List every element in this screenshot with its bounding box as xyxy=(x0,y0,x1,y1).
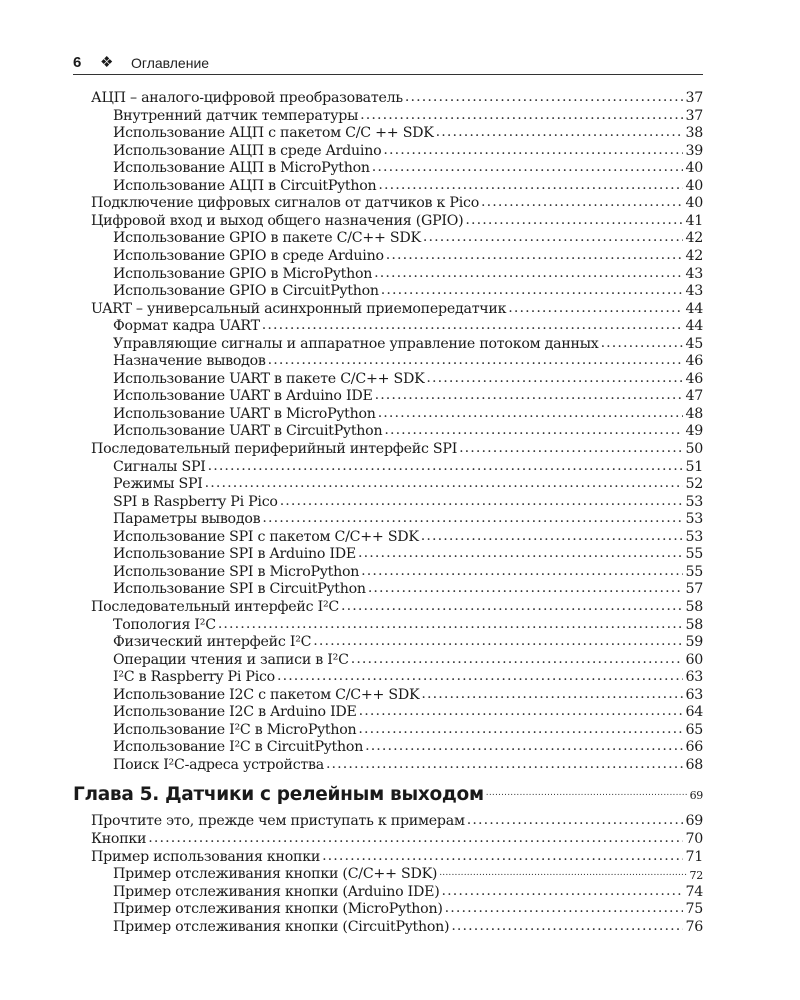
toc-entry-title: Использование SPI в MicroPython xyxy=(113,563,360,580)
toc-entry[interactable] xyxy=(113,493,703,510)
toc-entry-page: 37 xyxy=(685,90,703,106)
dot-leader xyxy=(381,282,684,299)
toc-entry-title: Последовательный периферийный интерфейс SPI xyxy=(91,441,458,457)
toc-entry-title: Использование SPI в CircuitPython xyxy=(113,581,366,598)
toc-entry[interactable] xyxy=(113,865,703,882)
toc-entry-page: 42 xyxy=(685,247,703,264)
toc-entry-page: 42 xyxy=(685,230,703,247)
toc-entry-page: 63 xyxy=(685,686,703,703)
toc-entry-page: 43 xyxy=(685,283,703,300)
toc-entry-page: 75 xyxy=(685,901,703,918)
dot-leader xyxy=(467,812,684,829)
dot-leader xyxy=(508,300,683,317)
toc-entry-page: 60 xyxy=(685,651,703,668)
toc-entry-title: Использование UART в MicroPython xyxy=(113,405,376,422)
dot-leader xyxy=(486,781,688,805)
toc-entry[interactable] xyxy=(91,598,703,615)
toc-entry[interactable] xyxy=(113,528,703,545)
toc-entry-title: Использование UART в Arduino IDE xyxy=(113,388,373,405)
toc-entry-page: 46 xyxy=(685,353,703,370)
dot-leader xyxy=(445,900,684,917)
toc-entry-title: Пример отслеживания кнопки (Arduino IDE) xyxy=(113,883,440,900)
toc-entry-title: Использование АЦП в CircuitPython xyxy=(113,177,377,194)
toc-entry[interactable] xyxy=(113,370,703,387)
toc-entry[interactable] xyxy=(113,510,703,527)
toc-entry[interactable] xyxy=(113,738,703,755)
toc-entry[interactable] xyxy=(113,282,703,299)
dot-leader xyxy=(360,107,683,124)
toc-entry[interactable] xyxy=(113,651,703,668)
toc-entry-page: 43 xyxy=(685,265,703,282)
toc-entry[interactable] xyxy=(113,721,703,738)
ornament-icon: ❖ xyxy=(100,54,114,71)
toc-entry-title: Режимы SPI xyxy=(113,476,203,493)
dot-leader xyxy=(268,352,684,369)
toc-entry-title: Операции чтения и записи в I²C xyxy=(113,651,349,668)
toc-entry-page: 41 xyxy=(685,212,703,229)
toc-entry-title: Подключение цифровых сигналов от датчиков к Pico xyxy=(91,195,480,212)
dot-leader xyxy=(277,668,683,685)
toc-entry-page: 52 xyxy=(685,476,703,493)
dot-leader xyxy=(262,317,684,334)
toc-entry-page: 63 xyxy=(685,669,703,686)
dot-leader xyxy=(386,247,684,264)
toc-entry-page: 40 xyxy=(685,195,703,212)
toc-entry-page: 55 xyxy=(685,546,703,563)
toc-entry-title: Использование АЦП с пакетом C/C ++ SDK xyxy=(113,125,434,142)
toc-entry[interactable] xyxy=(113,124,703,141)
toc-entry-page: 70 xyxy=(685,831,703,847)
toc-entry[interactable] xyxy=(91,812,703,829)
toc-entry[interactable] xyxy=(91,848,703,865)
toc-entry-page: 49 xyxy=(685,423,703,440)
toc-entry-title: Использование I2C с пакетом C/C++ SDK xyxy=(113,686,420,703)
toc-entry[interactable] xyxy=(113,703,703,720)
toc-entry-page: 59 xyxy=(685,634,703,651)
toc-entry-title: Использование SPI с пакетом C/C++ SDK xyxy=(113,528,419,545)
toc-entry-title: I²C в Raspberry Pi Pico xyxy=(113,669,275,686)
dot-leader xyxy=(326,756,684,773)
toc-entry-title: Последовательный интерфейс I²C xyxy=(91,598,339,615)
toc-entry-page: 53 xyxy=(685,493,703,510)
toc-entry-page: 40 xyxy=(685,177,703,194)
toc-entry-title: Использование GPIO в пакете C/C++ SDK xyxy=(113,230,421,247)
toc-entry-title: Пример отслеживания кнопки (C/C++ SDK) xyxy=(113,866,438,883)
toc-entry-title: Использование GPIO в CircuitPython xyxy=(113,283,379,300)
toc-entry-title: Глава 5. Датчики с релейным выходом xyxy=(73,784,484,806)
toc-entry[interactable] xyxy=(113,405,703,422)
dot-leader xyxy=(465,212,683,229)
toc-entry-title: Пример использования кнопки xyxy=(91,848,321,865)
toc-entry[interactable] xyxy=(91,300,703,317)
dot-leader xyxy=(405,89,684,106)
dot-leader xyxy=(426,370,683,387)
dot-leader xyxy=(358,545,683,562)
toc-entry-page: 53 xyxy=(685,528,703,545)
toc-entry[interactable] xyxy=(113,545,703,562)
toc-entry-title: Использование UART в пакете C/C++ SDK xyxy=(113,370,425,387)
toc-entry-page: 51 xyxy=(685,458,703,475)
toc-entry-title: Физический интерфейс I²C xyxy=(113,634,312,651)
toc-entry[interactable] xyxy=(113,900,703,917)
dot-leader xyxy=(384,422,683,439)
toc-entry-page: 44 xyxy=(685,318,703,335)
dot-leader xyxy=(481,194,683,211)
toc-entry-title: Сигналы SPI xyxy=(113,458,206,475)
toc-entry-title: Использование I2C в Arduino IDE xyxy=(113,704,357,721)
dot-leader xyxy=(322,848,683,865)
toc-entry-title: Формат кадра UART xyxy=(113,318,260,335)
toc-entry[interactable] xyxy=(113,668,703,685)
toc-entry-page: 58 xyxy=(685,598,703,615)
dot-leader xyxy=(421,528,684,545)
toc-entry[interactable] xyxy=(113,756,703,773)
toc-entry-title: Использование GPIO в среде Arduino xyxy=(113,247,384,264)
toc-entry-title: Использование АЦП в MicroPython xyxy=(113,160,370,177)
dot-leader xyxy=(383,142,683,159)
toc-entry-title: Назначение выводов xyxy=(113,353,266,370)
dot-leader xyxy=(365,738,683,755)
toc-entry[interactable] xyxy=(113,686,703,703)
toc-entry[interactable] xyxy=(113,265,703,282)
dot-leader xyxy=(436,124,684,141)
toc-entry[interactable] xyxy=(91,89,703,106)
toc-entry-page: 69 xyxy=(685,813,703,830)
toc-entry[interactable] xyxy=(113,107,703,124)
dot-leader xyxy=(280,493,684,510)
dot-leader xyxy=(351,651,684,668)
dot-leader xyxy=(442,883,684,900)
dot-leader xyxy=(358,721,683,738)
toc-entry-title: Прочтите это, прежде чем приступать к примерам xyxy=(91,813,465,830)
toc-entry-title: Параметры выводов xyxy=(113,511,261,528)
toc-entry[interactable] xyxy=(113,142,703,159)
toc-entry[interactable] xyxy=(113,335,703,352)
toc-entry-title: Управляющие сигналы и аппаратное управление потоком данных xyxy=(113,335,599,352)
toc-entry-page: 69 xyxy=(689,789,703,803)
dot-leader xyxy=(372,159,684,176)
toc-entry-page: 47 xyxy=(685,388,703,405)
toc-entry[interactable] xyxy=(113,458,703,475)
toc-entry-page: 76 xyxy=(685,918,703,935)
toc-entry-page: 45 xyxy=(685,335,703,352)
toc-entry-page: 55 xyxy=(685,563,703,580)
toc-entry[interactable] xyxy=(113,475,703,492)
dot-leader xyxy=(421,686,683,703)
toc-entry-page: 37 xyxy=(685,107,703,124)
toc-entry-title: Использование I²C в MicroPython xyxy=(113,721,357,738)
toc-entry-title: Внутренний датчик температуры xyxy=(113,107,359,124)
page-header xyxy=(73,52,703,74)
toc-entry-page: 40 xyxy=(685,160,703,177)
toc-entry[interactable] xyxy=(113,177,703,194)
toc-entry-page: 48 xyxy=(685,405,703,422)
toc-entry-page: 58 xyxy=(685,616,703,633)
toc-entry[interactable] xyxy=(91,440,703,457)
dot-leader xyxy=(378,405,684,422)
toc-entry[interactable] xyxy=(113,422,703,439)
toc-entry-title: Топология I²C xyxy=(113,616,216,633)
toc-entry-page: 68 xyxy=(685,756,703,773)
toc-entry-title: Пример отслеживания кнопки (CircuitPython) xyxy=(113,918,450,935)
toc-entry[interactable] xyxy=(113,352,703,369)
dot-leader xyxy=(378,177,683,194)
running-title: Оглавление xyxy=(131,55,210,71)
dot-leader xyxy=(218,616,684,633)
toc-entry[interactable] xyxy=(113,633,703,650)
toc-entry-title: Использование SPI в Arduino IDE xyxy=(113,546,357,563)
toc-entry[interactable] xyxy=(113,580,703,597)
toc-entry-page: 57 xyxy=(685,581,703,598)
toc-entry-page: 50 xyxy=(685,441,703,457)
toc-entry-title: Цифровой вход и выход общего назначения (GPIO) xyxy=(91,212,464,229)
dot-leader xyxy=(359,703,684,720)
dot-leader xyxy=(601,335,684,352)
toc-entry[interactable] xyxy=(91,212,703,229)
toc-entry-page: 46 xyxy=(685,370,703,387)
toc-entry-title: Пример отслеживания кнопки (MicroPython) xyxy=(113,901,443,918)
toc-entry-page: 44 xyxy=(685,300,703,317)
toc-entry-title: SPI в Raspberry Pi Pico xyxy=(113,493,278,510)
toc-entry-title: АЦП – аналого-цифровой преобразователь xyxy=(91,90,403,106)
toc-entry-title: UART – универсальный асинхронный приемопередатчик xyxy=(91,300,507,317)
page-number: 6 xyxy=(73,54,82,71)
toc-entry[interactable] xyxy=(113,387,703,404)
dot-leader xyxy=(341,598,683,615)
dot-leader xyxy=(313,633,683,650)
dot-leader xyxy=(459,440,683,457)
toc-entry-page: 71 xyxy=(685,848,703,865)
dot-leader xyxy=(375,387,684,404)
dot-leader xyxy=(423,229,684,246)
toc-entry[interactable] xyxy=(113,247,703,264)
dot-leader xyxy=(361,563,683,580)
toc-entry-page: 39 xyxy=(685,142,703,159)
toc-entry[interactable] xyxy=(91,194,703,211)
dot-leader xyxy=(208,458,684,475)
toc-entry[interactable] xyxy=(113,317,703,334)
dot-leader xyxy=(148,830,683,847)
toc-entry-page: 53 xyxy=(685,511,703,528)
toc-entry-page: 64 xyxy=(685,704,703,721)
toc-entry[interactable] xyxy=(91,830,703,847)
toc-entry-title: Использование UART в CircuitPython xyxy=(113,423,383,440)
toc-entry[interactable] xyxy=(113,229,703,246)
toc-entry-title: Кнопки xyxy=(91,831,147,847)
toc-entry-title: Использование GPIO в MicroPython xyxy=(113,265,373,282)
dot-leader xyxy=(374,265,683,282)
toc-entry[interactable] xyxy=(113,918,703,935)
toc-entry[interactable] xyxy=(113,563,703,580)
toc-entry[interactable] xyxy=(113,159,703,176)
toc-entry-title: Использование I²C в CircuitPython xyxy=(113,739,364,756)
toc-entry-title: Поиск I²C-адреса устройства xyxy=(113,756,324,773)
toc-entry-title: Использование АЦП в среде Arduino xyxy=(113,142,382,159)
toc-entry-page: 38 xyxy=(685,125,703,142)
toc-entry-page: 65 xyxy=(685,721,703,738)
toc-entry[interactable] xyxy=(113,616,703,633)
toc-entry-page: 72 xyxy=(689,869,703,883)
dot-leader xyxy=(439,865,687,882)
dot-leader xyxy=(451,918,683,935)
dot-leader xyxy=(205,475,684,492)
dot-leader xyxy=(368,580,684,597)
toc-entry-page: 74 xyxy=(685,883,703,900)
toc-entry[interactable] xyxy=(113,883,703,900)
header-rule xyxy=(73,74,703,75)
toc-entry-page: 66 xyxy=(685,739,703,756)
toc-chapter-heading[interactable] xyxy=(73,781,703,805)
dot-leader xyxy=(262,510,683,527)
